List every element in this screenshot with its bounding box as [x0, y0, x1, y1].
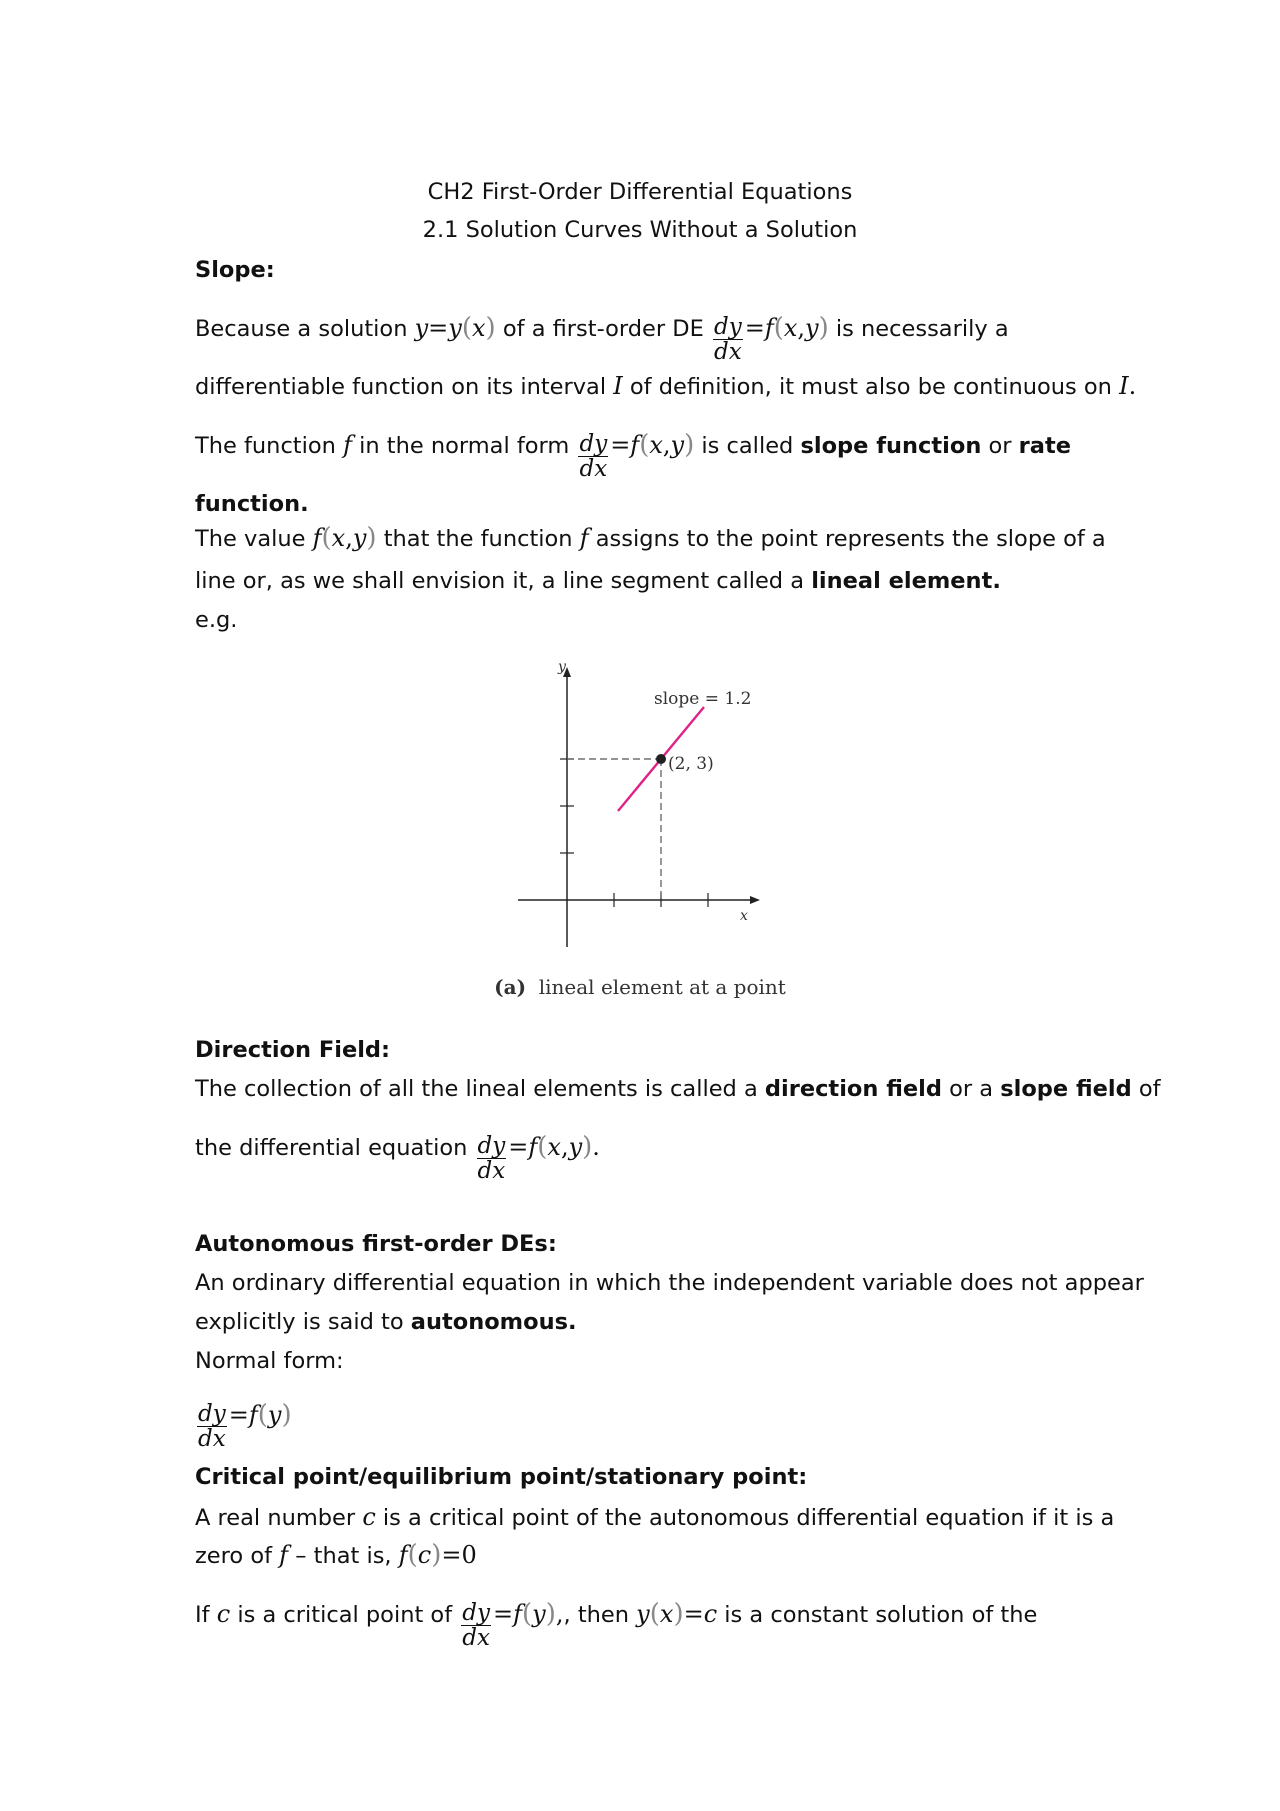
point-marker [656, 754, 666, 764]
x-axis-label: x [740, 908, 748, 924]
critical-heading: Critical point/equilibrium point/stationary point: [195, 1464, 808, 1490]
y-axis-label: y [558, 659, 566, 675]
direction-heading: Direction Field: [195, 1037, 391, 1063]
lineal-element-figure [500, 655, 800, 1005]
slope-paragraph-line-2: differentiable function on its interval I of definition, it must also be continuous on I. [195, 372, 1137, 400]
slope-heading: Slope: [195, 257, 275, 283]
dy-dx-fraction: $\frac{dy}{dx}$ [579, 431, 608, 482]
figure-caption: (a) lineal element at a point [494, 975, 786, 999]
slope-paragraph-line-1: Because a solution y=y(x) of a first-order DE $\frac{dy}{dx}$ =f(x,y) is necessarily a [195, 313, 1009, 365]
x-axis-arrow-icon [750, 896, 760, 904]
ticks [560, 759, 708, 907]
slope-paragraph-line-4: function. [195, 491, 309, 517]
slope-label: slope = 1.2 [654, 689, 752, 709]
critical-line-2: zero of f – that is, f(c)=0 [195, 1540, 477, 1570]
critical-line-3: If c is a critical point of $\frac{dy}{dx}$ =f(y),, then y(x)=c is a constant solution of the [195, 1599, 1038, 1651]
slope-paragraph-line-3: The function f in the normal form $\frac{dy}{dx}$ =f(x,y) is called slope function or rate [195, 430, 1071, 482]
dy-dx-fraction: $\frac{dy}{dx}$ [462, 1600, 490, 1651]
autonomous-heading: Autonomous first-order DEs: [195, 1231, 557, 1257]
axes [518, 675, 752, 947]
chapter-title: CH2 First-Order Differential Equations [427, 179, 853, 205]
autonomous-line-2: explicitly is said to autonomous. [195, 1309, 577, 1335]
dy-dx-fraction: $\frac{dy}{dx}$ [713, 314, 742, 365]
autonomous-line-3: Normal form: [195, 1348, 344, 1374]
dy-dx-fraction: $\frac{dy}{dx}$ [477, 1133, 506, 1184]
section-title: 2.1 Solution Curves Without a Solution [422, 217, 858, 243]
dy-dx-fraction: $\frac{dy}{dx}$ [198, 1401, 226, 1452]
direction-line-1: The collection of all the lineal elements is called a direction field or a slope field of [195, 1076, 1161, 1102]
critical-line-1: A real number c is a critical point of the autonomous differential equation if it is a [195, 1503, 1115, 1531]
slope-paragraph-line-6: line or, as we shall envision it, a line segment called a lineal element. [195, 568, 1001, 594]
example-label: e.g. [195, 607, 238, 633]
autonomous-line-1: An ordinary differential equation in which the independent variable does not appear [195, 1270, 1144, 1296]
point-label: (2, 3) [668, 754, 714, 774]
normal-form-equation: $\frac{dy}{dx}$ =f(y) [198, 1400, 292, 1452]
slope-paragraph-line-5: The value f(x,y) that the function f assigns to the point represents the slope of a [195, 523, 1106, 553]
direction-line-2: the differential equation $\frac{dy}{dx}$ =f(x,y). [195, 1132, 600, 1184]
